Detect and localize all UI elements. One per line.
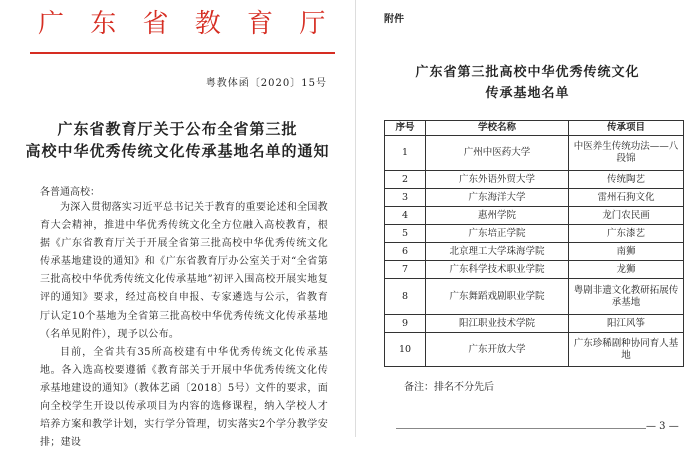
table-row bbox=[385, 333, 684, 367]
list-title-line-1: 广东省第三批高校中华优秀传统文化 bbox=[415, 65, 640, 80]
table-row bbox=[385, 243, 684, 261]
row-number: 5 bbox=[385, 225, 426, 243]
table-row bbox=[385, 261, 684, 279]
notice-body bbox=[40, 199, 328, 452]
row-project: 传统陶艺 bbox=[569, 171, 684, 189]
row-project: 南狮 bbox=[569, 243, 684, 261]
notice-title-line-2: 高校中华优秀传统文化传承基地名单的通知 bbox=[25, 142, 330, 160]
row-project: 广东珍稀剧种协同育人基地 bbox=[569, 333, 684, 367]
table-row bbox=[385, 136, 684, 171]
letterhead: 广 东 省 教 育 厅 bbox=[38, 9, 335, 39]
row-project: 广东漆艺 bbox=[569, 225, 684, 243]
row-project: 雷州石狗文化 bbox=[569, 189, 684, 207]
row-school: 惠州学院 bbox=[426, 207, 569, 225]
row-school: 北京理工大学珠海学院 bbox=[426, 243, 569, 261]
table-header-row bbox=[385, 121, 684, 136]
header-school: 学校名称 bbox=[426, 121, 569, 136]
row-project: 中医养生传统功法——八段锦 bbox=[569, 136, 684, 171]
row-project: 阳江风筝 bbox=[569, 315, 684, 333]
table-row bbox=[385, 171, 684, 189]
letterhead-red-divider bbox=[30, 52, 335, 54]
row-number: 6 bbox=[385, 243, 426, 261]
row-number: 7 bbox=[385, 261, 426, 279]
notice-title-line-1: 广东省教育厅关于公布全省第三批 bbox=[57, 120, 298, 138]
row-school: 广东舞蹈戏剧职业学院 bbox=[426, 279, 569, 315]
list-title-line-2: 传承基地名单 bbox=[485, 86, 570, 101]
row-school: 阳江职业技术学院 bbox=[426, 315, 569, 333]
body-paragraph-1: 为深入贯彻落实习近平总书记关于教育的重要论述和全国教育大会精神，推进中华优秀传统文化全方位融入高校教育，根据《广东省教育厅关于开展全省第三批高校中华优秀传统文化传承基地建设的通知》和《广东省教育厅办公室关于对“全省第三批高校中华优秀传统文化传承基地”初评入围高校开展实地复评的通知》要求，经过高校自申报、专家遴选与公示，省教育厅认定10个基地为全省第三批高校中华优秀传统文化传承基地（名单见附件），现予以公布。 bbox=[40, 202, 328, 340]
row-school: 广东开放大学 bbox=[426, 333, 569, 367]
row-project: 龙门农民画 bbox=[569, 207, 684, 225]
row-project: 粤剧非遗文化教研拓展传承基地 bbox=[569, 279, 684, 315]
row-project: 龙狮 bbox=[569, 261, 684, 279]
row-number: 10 bbox=[385, 333, 426, 367]
row-school: 广东科学技术职业学院 bbox=[426, 261, 569, 279]
attachment-page bbox=[356, 0, 699, 437]
table-row bbox=[385, 207, 684, 225]
addressee: 各普通高校： bbox=[40, 187, 100, 198]
table-note: 备注：排名不分先后 bbox=[404, 382, 494, 393]
table-row bbox=[385, 189, 684, 207]
table-row bbox=[385, 279, 684, 315]
row-number: 3 bbox=[385, 189, 426, 207]
row-school: 广东培正学院 bbox=[426, 225, 569, 243]
row-school: 广州中医药大学 bbox=[426, 136, 569, 171]
body-paragraph-2: 目前，全省共有35所高校建有中华优秀传统文化传承基地。各入选高校要遵循《教育部关于开展中华优秀传统文化传承基地建设的通知》（教体艺函〔2018〕5号）文件的要求，面向全校学生开设以传承项目为内容的选修课程，纳入学校人才培养方案和教学计划，实行学分管理，切实落实2个学分教学安排；建设 bbox=[40, 346, 328, 449]
header-project: 传承项目 bbox=[569, 121, 684, 136]
base-list-table bbox=[384, 120, 684, 367]
footer-divider bbox=[396, 428, 646, 429]
table-row bbox=[385, 315, 684, 333]
row-number: 4 bbox=[385, 207, 426, 225]
row-number: 1 bbox=[385, 136, 426, 171]
row-school: 广东海洋大学 bbox=[426, 189, 569, 207]
page-number: — 3 — bbox=[646, 421, 679, 432]
header-number: 序号 bbox=[385, 121, 426, 136]
document-number: 粤教体函〔2020〕15号 bbox=[205, 78, 327, 89]
row-number: 2 bbox=[385, 171, 426, 189]
row-number: 9 bbox=[385, 315, 426, 333]
row-number: 8 bbox=[385, 279, 426, 315]
table-row bbox=[385, 225, 684, 243]
attachment-label: 附件 bbox=[384, 14, 404, 25]
row-school: 广东外语外贸大学 bbox=[426, 171, 569, 189]
